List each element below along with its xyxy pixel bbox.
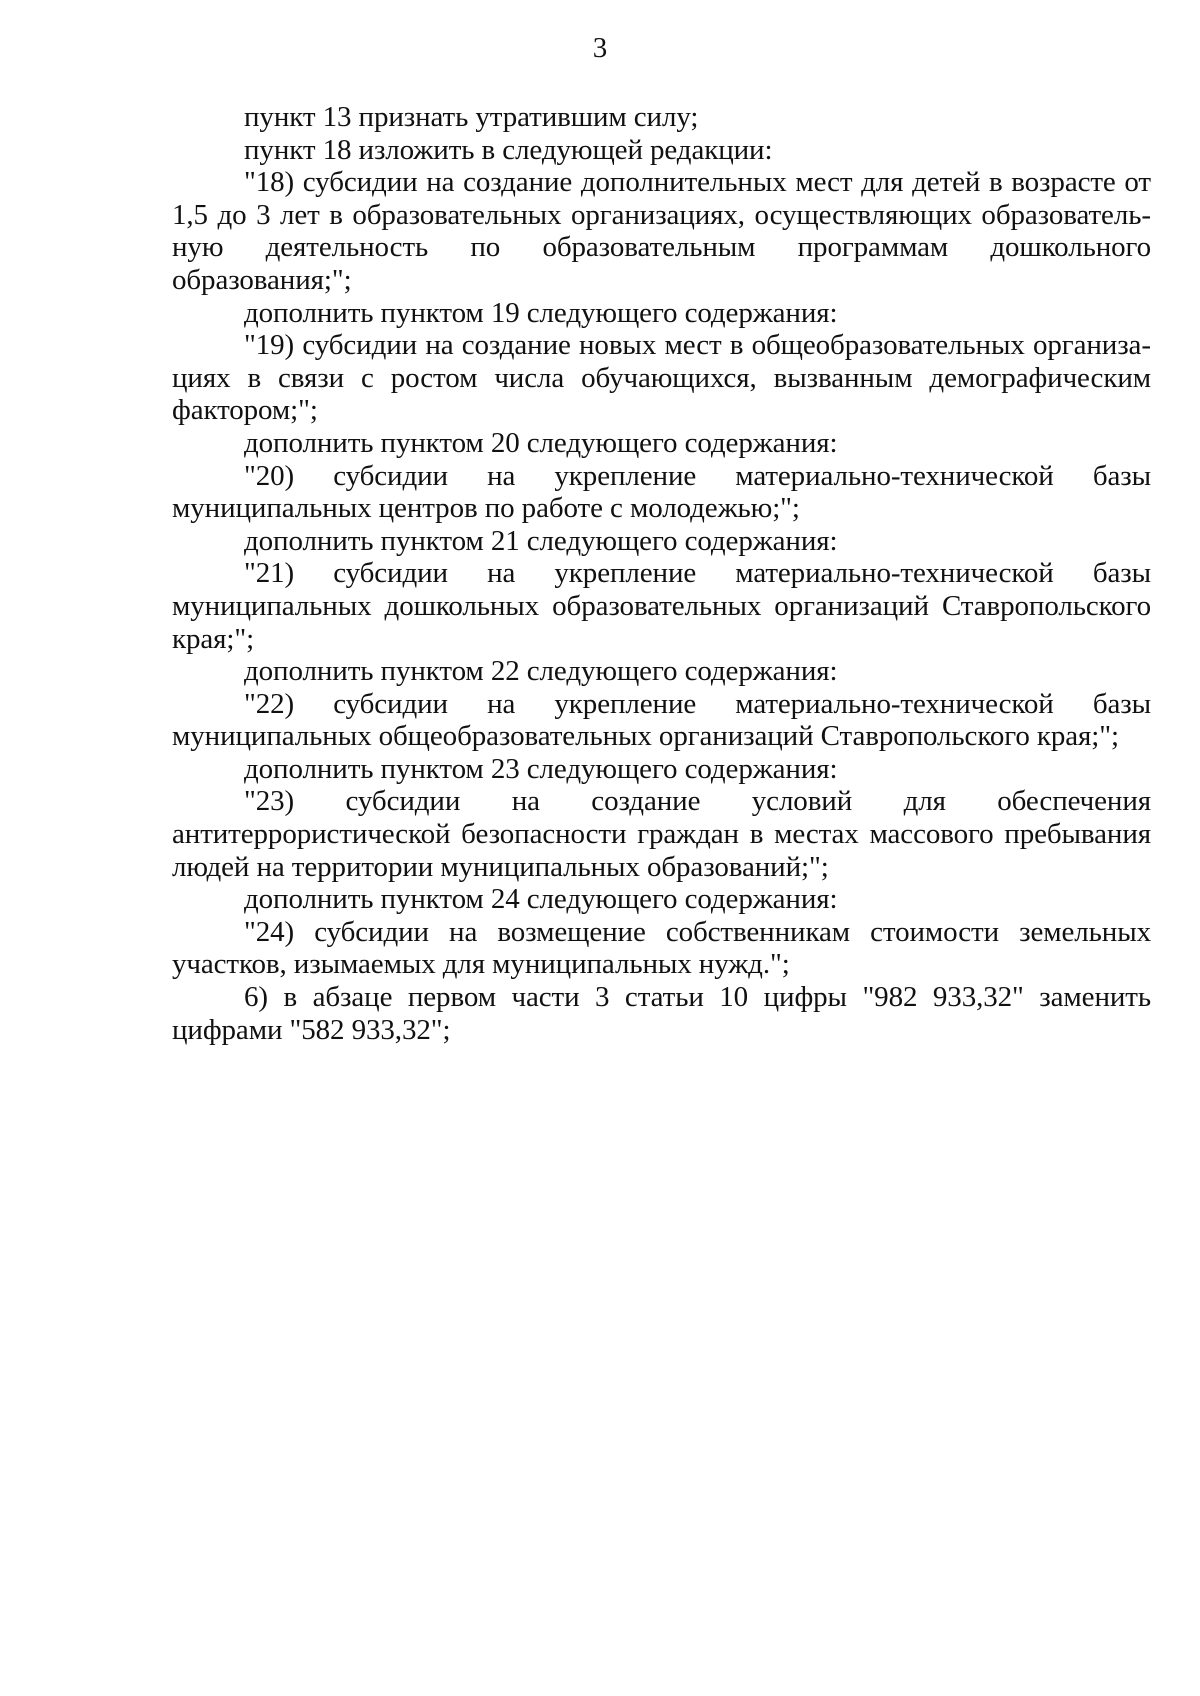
paragraph-clause-21-text: "21) субсидии на укрепление материально-технической базы муниципальных дошкольных образовательных организаций Ставропольского края;";: [172, 557, 1151, 655]
paragraph-clause-19-intro: дополнить пунктом 19 следующего содержания:: [244, 296, 838, 329]
paragraph-clause-19-text: "19) субсидии на создание новых мест в общеобразовательных организациях в связи с ростом числа обучающихся, вызванным демографическим фактором;";: [172, 329, 1151, 427]
paragraph-clause-13-repeal: пункт 13 признать утратившим силу;: [244, 101, 699, 133]
paragraph-clause-23-intro: дополнить пунктом 23 следующего содержания:: [244, 752, 838, 785]
paragraph-clause-24-intro: дополнить пунктом 24 следующего содержания:: [244, 883, 838, 916]
paragraph-clause-18-text: "18) субсидии на создание дополнительных мест для детей в возрасте от 1,5 до 3 лет в образовательных организациях, осуществляющих образовательную деятельность по образовательным программам дошкольного образования;";: [172, 166, 1151, 296]
paragraph-item-6-amendment: 6) в абзаце первом части 3 статьи 10 цифры "982 933,32" заменить цифрами "582 933,32";: [172, 981, 1151, 1046]
paragraph-clause-24-text: "24) субсидии на возмещение собственникам стоимости земельных участков, изымаемых для муниципальных нужд.";: [172, 915, 1151, 981]
paragraph-clause-23-text: "23) субсидии на создание условий для обеспечения антитеррористической безопасности граждан в местах массового пребывания людей на территории муниципальных образований;";: [172, 785, 1151, 883]
paragraph-clause-21-intro: дополнить пунктом 21 следующего содержания:: [244, 524, 838, 557]
page-number: 3: [592, 32, 608, 64]
paragraph-clause-22-intro: дополнить пунктом 22 следующего содержания:: [244, 655, 838, 688]
paragraph-clause-18-intro: пункт 18 изложить в следующей редакции:: [244, 133, 773, 166]
paragraph-clause-20-intro: дополнить пунктом 20 следующего содержания:: [244, 426, 838, 459]
paragraph-clause-22-text: "22) субсидии на укрепление материально-технической базы муниципальных общеобразовательных организаций Ставропольского края;";: [172, 687, 1151, 753]
paragraph-clause-20-text: "20) субсидии на укрепление материально-технической базы муниципальных центров по работе с молодежью;";: [172, 459, 1151, 525]
document-body: [172, 101, 1151, 1046]
